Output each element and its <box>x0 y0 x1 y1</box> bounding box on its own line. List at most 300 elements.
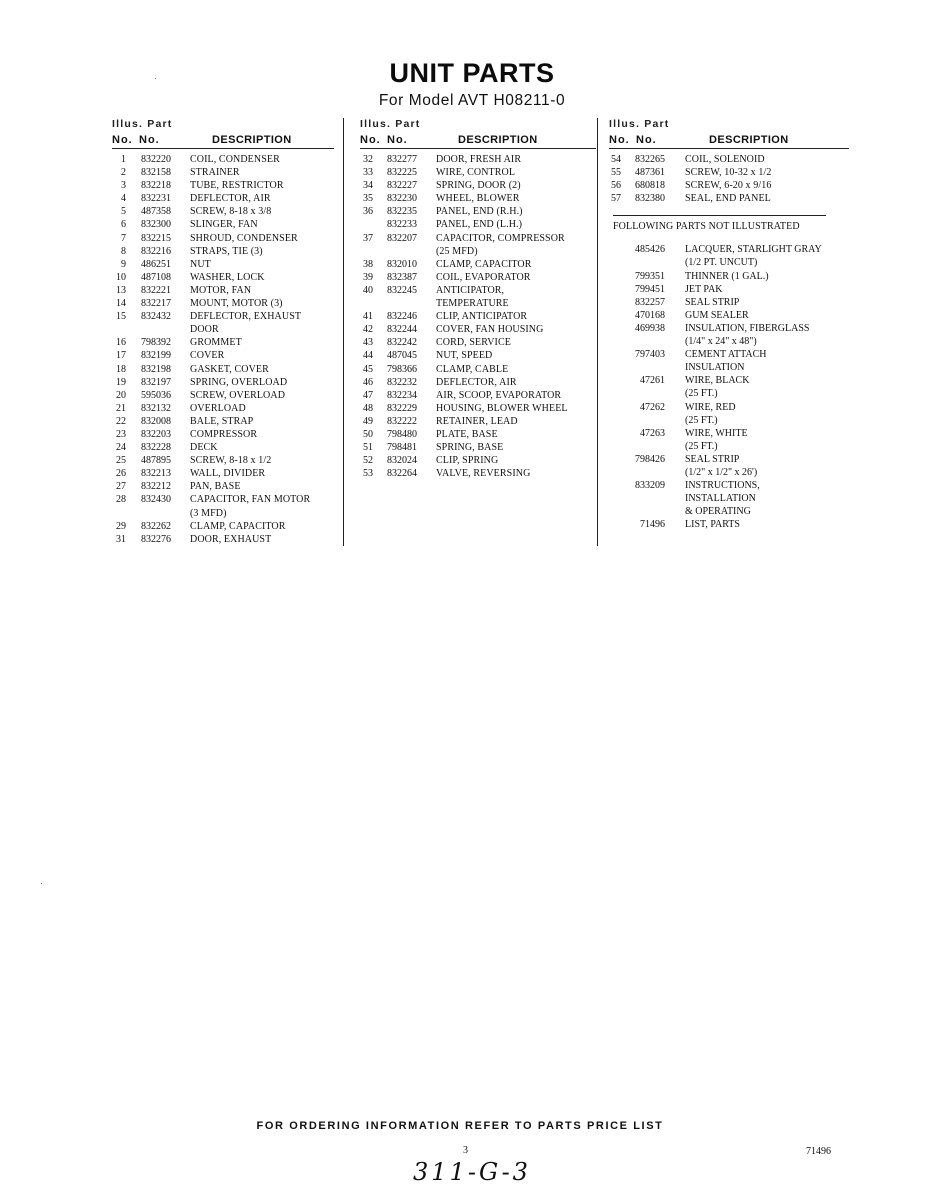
part-number: 832213 <box>141 468 171 480</box>
table-row <box>360 323 596 336</box>
part-number: 798480 <box>387 428 417 440</box>
illus-number: 46 <box>363 376 373 388</box>
part-number: 469938 <box>635 322 665 334</box>
part-description: & OPERATING <box>685 506 751 518</box>
part-number: 832217 <box>141 298 171 310</box>
table-row <box>112 533 334 546</box>
table-row <box>112 441 334 454</box>
illus-number: 36 <box>363 206 373 218</box>
part-number: 832257 <box>635 296 665 308</box>
part-number: 47261 <box>640 375 665 387</box>
table-row <box>609 335 849 348</box>
illus-number: 51 <box>363 442 373 454</box>
table-row <box>360 363 596 376</box>
part-description: CLAMP, CAPACITOR <box>436 258 532 270</box>
table-row <box>360 297 596 310</box>
part-number: 832276 <box>141 533 171 545</box>
part-description: CEMENT ATTACH <box>685 349 767 361</box>
parts-column-1 <box>112 118 334 546</box>
table-row <box>112 166 334 179</box>
part-description: SPRING, BASE <box>436 442 504 454</box>
part-description: COIL, EVAPORATOR <box>436 271 531 283</box>
part-description: JET PAK <box>685 283 723 295</box>
part-description: COMPRESSOR <box>190 428 258 440</box>
table-row <box>360 349 596 362</box>
illus-number: 54 <box>611 154 621 165</box>
part-description: PANEL, END (L.H.) <box>436 219 523 231</box>
part-number: 832220 <box>141 154 171 165</box>
part-number: 832430 <box>141 494 171 506</box>
part-number: 487895 <box>141 455 171 467</box>
table-row <box>360 245 596 258</box>
part-description: TUBE, RESTRICTOR <box>190 180 284 192</box>
table-row <box>112 192 334 205</box>
part-description: COIL, SOLENOID <box>685 154 765 165</box>
table-row <box>609 427 849 440</box>
part-description: PLATE, BASE <box>436 428 498 440</box>
section-divider <box>613 215 826 216</box>
part-number: 680818 <box>635 180 665 192</box>
part-description: INSULATION, FIBERGLASS <box>685 322 810 334</box>
table-row <box>360 271 596 284</box>
part-number: 832218 <box>141 180 171 192</box>
part-description: SCREW, 6-20 x 9/16 <box>685 180 772 192</box>
column-divider <box>597 118 598 546</box>
table-row <box>360 258 596 271</box>
part-number: 798481 <box>387 442 417 454</box>
illus-number: 56 <box>611 180 621 192</box>
part-number: 595036 <box>141 389 171 401</box>
parts-list <box>360 149 596 480</box>
part-number: 487361 <box>635 167 665 179</box>
part-description: (1/2 PT. UNCUT) <box>685 257 758 269</box>
part-number: 832230 <box>387 193 417 205</box>
table-row <box>360 428 596 441</box>
column-header <box>360 132 596 149</box>
part-number: 832225 <box>387 167 417 179</box>
illus-number: 5 <box>121 206 126 218</box>
table-row <box>112 493 334 506</box>
part-number: 832235 <box>387 206 417 218</box>
part-description: AIR, SCOOP, EVAPORATOR <box>436 389 562 401</box>
table-row <box>609 179 849 192</box>
part-number: 832158 <box>141 167 171 179</box>
part-description: THINNER (1 GAL.) <box>685 270 769 282</box>
part-number: 832245 <box>387 284 417 296</box>
part-description: RETAINER, LEAD <box>436 415 518 427</box>
table-row <box>609 322 849 335</box>
illus-number: 47 <box>363 389 373 401</box>
table-row <box>360 454 596 467</box>
table-row <box>609 479 849 492</box>
table-row <box>609 492 849 505</box>
part-description: DECK <box>190 442 218 454</box>
part-description: WASHER, LOCK <box>190 271 265 283</box>
table-row <box>112 153 334 166</box>
part-description: CORD, SERVICE <box>436 337 511 349</box>
part-description: SLINGER, FAN <box>190 219 258 231</box>
illus-number: 22 <box>116 415 126 427</box>
part-description: (25 FT.) <box>685 388 718 400</box>
part-description: COVER <box>190 350 225 362</box>
table-row <box>609 256 849 269</box>
table-row <box>609 361 849 374</box>
table-row <box>112 297 334 310</box>
table-row <box>360 389 596 402</box>
part-description: BALE, STRAP <box>190 415 254 427</box>
table-row <box>360 467 596 480</box>
illus-number: 16 <box>116 337 126 349</box>
part-description: WIRE, WHITE <box>685 427 748 439</box>
part-description: WALL, DIVIDER <box>190 468 266 480</box>
document-number: 71496 <box>806 1146 831 1157</box>
parts-column-3 <box>609 118 849 531</box>
table-row <box>609 374 849 387</box>
part-description: SCREW, 8-18 x 1/2 <box>190 455 272 467</box>
part-description: ANTICIPATOR, <box>436 284 505 296</box>
not-illustrated-label: FOLLOWING PARTS NOT ILLUSTRATED <box>613 221 800 233</box>
part-number: 47262 <box>640 401 665 413</box>
part-number: 832199 <box>141 350 171 362</box>
part-number: 799451 <box>635 283 665 295</box>
part-description: DOOR, EXHAUST <box>190 533 272 545</box>
table-row <box>360 232 596 245</box>
part-description: INSULATION <box>685 362 745 374</box>
table-row <box>609 440 849 453</box>
illus-number: 35 <box>363 193 373 205</box>
parts-list <box>609 149 849 205</box>
part-description: COIL, CONDENSER <box>190 154 280 165</box>
part-number: 832233 <box>387 219 417 231</box>
part-number: 798366 <box>387 363 417 375</box>
part-number: 485426 <box>635 244 665 256</box>
table-row <box>360 336 596 349</box>
illus-number: 50 <box>363 428 373 440</box>
illus-number: 38 <box>363 258 373 270</box>
part-number: 832380 <box>635 193 665 205</box>
part-description: SEAL, END PANEL <box>685 193 771 205</box>
part-description: (25 FT.) <box>685 440 718 452</box>
part-number: 798426 <box>635 453 665 465</box>
table-row <box>112 336 334 349</box>
table-row <box>360 192 596 205</box>
illus-number: 49 <box>363 415 373 427</box>
part-description: (1/2" x 1/2" x 26') <box>685 466 758 478</box>
part-description: LIST, PARTS <box>685 519 740 531</box>
illus-number: 40 <box>363 284 373 296</box>
illus-number: 42 <box>363 324 373 336</box>
part-description: GROMMET <box>190 337 242 349</box>
part-number: 832203 <box>141 428 171 440</box>
part-description: DEFLECTOR, AIR <box>190 193 271 205</box>
part-number: 486251 <box>141 258 171 270</box>
header-illus-no: No. <box>360 134 381 146</box>
header-description: DESCRIPTION <box>709 134 789 146</box>
part-number: 832216 <box>141 245 171 257</box>
part-number: 798392 <box>141 337 171 349</box>
part-number: 832277 <box>387 154 417 165</box>
illus-number: 41 <box>363 311 373 323</box>
part-description: CLAMP, CABLE <box>436 363 509 375</box>
table-row <box>609 401 849 414</box>
table-row <box>112 389 334 402</box>
illus-number: 55 <box>611 167 621 179</box>
part-description: (25 MFD) <box>436 245 478 257</box>
part-description: NUT, SPEED <box>436 350 493 362</box>
table-row <box>609 348 849 361</box>
table-row <box>360 284 596 297</box>
illus-number: 31 <box>116 533 126 545</box>
part-description: NUT <box>190 258 211 270</box>
handwritten-note: 311-G-3 <box>413 1158 531 1186</box>
illus-number: 52 <box>363 455 373 467</box>
table-row <box>609 243 849 256</box>
part-number: 487358 <box>141 206 171 218</box>
part-description: TEMPERATURE <box>436 298 509 310</box>
part-number: 832207 <box>387 232 417 244</box>
part-number: 832387 <box>387 271 417 283</box>
column-divider <box>343 118 344 546</box>
part-number: 832132 <box>141 402 171 414</box>
part-description: DEFLECTOR, EXHAUST <box>190 311 302 323</box>
table-row <box>112 271 334 284</box>
part-number: 832246 <box>387 311 417 323</box>
table-row <box>360 441 596 454</box>
part-number: 832197 <box>141 376 171 388</box>
table-row <box>609 270 849 283</box>
part-description: DOOR, FRESH AIR <box>436 154 522 165</box>
table-row <box>112 363 334 376</box>
part-description: VALVE, REVERSING <box>436 468 531 480</box>
illus-number: 37 <box>363 232 373 244</box>
table-row <box>360 218 596 231</box>
table-row <box>360 205 596 218</box>
part-number: 487045 <box>387 350 417 362</box>
table-row <box>112 349 334 362</box>
part-description: CAPACITOR, COMPRESSOR <box>436 232 565 244</box>
illus-number: 43 <box>363 337 373 349</box>
table-row <box>112 232 334 245</box>
not-illustrated-list <box>609 243 849 531</box>
part-description: MOTOR, FAN <box>190 284 252 296</box>
part-description: PANEL, END (R.H.) <box>436 206 523 218</box>
header-description: DESCRIPTION <box>458 134 538 146</box>
part-description: STRAPS, TIE (3) <box>190 245 263 257</box>
table-row <box>360 179 596 192</box>
part-description: SCREW, OVERLOAD <box>190 389 286 401</box>
table-row <box>609 166 849 179</box>
illus-number: 7 <box>121 232 126 244</box>
header-part-no: No. <box>387 134 408 146</box>
table-row <box>112 205 334 218</box>
part-number: 832024 <box>387 455 417 467</box>
table-row <box>609 414 849 427</box>
illus-number: 4 <box>121 193 126 205</box>
ordering-info-note: FOR ORDERING INFORMATION REFER TO PARTS PRICE LIST <box>256 1120 664 1132</box>
part-description: SPRING, DOOR (2) <box>436 180 521 192</box>
illus-number: 13 <box>116 284 126 296</box>
part-description: CLAMP, CAPACITOR <box>190 520 286 532</box>
part-number: 832244 <box>387 324 417 336</box>
part-description: WIRE, RED <box>685 401 736 413</box>
part-description: SPRING, OVERLOAD <box>190 376 288 388</box>
table-row <box>112 428 334 441</box>
table-row <box>609 518 849 531</box>
illus-number: 15 <box>116 311 126 323</box>
part-number: 832232 <box>387 376 417 388</box>
illus-number: 24 <box>116 442 126 454</box>
table-row <box>360 376 596 389</box>
scan-speck <box>41 883 42 884</box>
header-illus-no: No. <box>112 134 133 146</box>
part-number: 47263 <box>640 427 665 439</box>
illus-number: 17 <box>116 350 126 362</box>
page-title: UNIT PARTS <box>389 58 555 88</box>
part-description: WIRE, BLACK <box>685 375 750 387</box>
illus-number: 53 <box>363 468 373 480</box>
part-description: (3 MFD) <box>190 507 227 519</box>
scan-speck <box>155 78 156 79</box>
illus-number: 44 <box>363 350 373 362</box>
part-description: GASKET, COVER <box>190 363 269 375</box>
part-number: 832432 <box>141 311 171 323</box>
header-part-no: No. <box>636 134 657 146</box>
illus-number: 3 <box>121 180 126 192</box>
illus-number: 32 <box>363 154 373 165</box>
table-row <box>112 218 334 231</box>
part-description: OVERLOAD <box>190 402 246 414</box>
part-number: 832262 <box>141 520 171 532</box>
table-row <box>112 454 334 467</box>
table-row <box>112 467 334 480</box>
part-description: SEAL STRIP <box>685 296 740 308</box>
illus-number: 26 <box>116 468 126 480</box>
table-row <box>360 166 596 179</box>
page-subtitle: For Model AVT H08211-0 <box>378 92 566 109</box>
table-row <box>112 310 334 323</box>
part-number: 797403 <box>635 349 665 361</box>
part-number: 832234 <box>387 389 417 401</box>
part-description: WIRE, CONTROL <box>436 167 516 179</box>
table-row <box>609 153 849 166</box>
part-description: INSTALLATION <box>685 493 756 505</box>
part-description: (1/4" x 24" x 48") <box>685 336 757 348</box>
illus-number: 34 <box>363 180 373 192</box>
part-number: 832010 <box>387 258 417 270</box>
table-row <box>112 245 334 258</box>
part-number: 832228 <box>141 442 171 454</box>
part-description: CLIP, ANTICIPATOR <box>436 311 528 323</box>
illus-number: 2 <box>121 167 126 179</box>
header-description: DESCRIPTION <box>212 134 292 146</box>
illus-number: 25 <box>116 455 126 467</box>
part-number: 832265 <box>635 154 665 165</box>
part-description: SCREW, 10-32 x 1/2 <box>685 167 772 179</box>
part-number: 832300 <box>141 219 171 231</box>
part-number: 832212 <box>141 481 171 493</box>
table-row <box>112 284 334 297</box>
part-description: SCREW, 8-18 x 3/8 <box>190 206 272 218</box>
part-number: 799351 <box>635 270 665 282</box>
table-row <box>112 323 334 336</box>
part-number: 71496 <box>640 519 665 531</box>
table-row <box>360 153 596 166</box>
part-number: 832198 <box>141 363 171 375</box>
part-number: 832227 <box>387 180 417 192</box>
part-description: COVER, FAN HOUSING <box>436 324 544 336</box>
table-row <box>112 507 334 520</box>
table-row <box>112 376 334 389</box>
part-number: 470168 <box>635 309 665 321</box>
table-row <box>112 258 334 271</box>
table-row <box>609 192 849 205</box>
table-row <box>609 309 849 322</box>
column-header <box>609 132 849 149</box>
table-row <box>609 505 849 518</box>
part-description: CAPACITOR, FAN MOTOR <box>190 494 311 506</box>
page-number: 3 <box>463 1145 468 1156</box>
part-number: 832231 <box>141 193 171 205</box>
part-description: CLIP, SPRING <box>436 455 499 467</box>
table-row <box>609 466 849 479</box>
illus-number: 1 <box>121 154 126 165</box>
part-number: 832008 <box>141 415 171 427</box>
table-row <box>112 402 334 415</box>
illus-number: 21 <box>116 402 126 414</box>
illus-number: 9 <box>121 258 126 270</box>
part-number: 487108 <box>141 271 171 283</box>
illus-number: 20 <box>116 389 126 401</box>
part-number: 833209 <box>635 480 665 492</box>
part-description: (25 FT.) <box>685 414 718 426</box>
parts-list <box>112 149 334 546</box>
illus-number: 18 <box>116 363 126 375</box>
illus-number: 19 <box>116 376 126 388</box>
table-row <box>112 480 334 493</box>
table-row <box>609 296 849 309</box>
part-description: SEAL STRIP <box>685 453 740 465</box>
illus-number: 27 <box>116 481 126 493</box>
illus-number: 6 <box>121 219 126 231</box>
illus-number: 48 <box>363 402 373 414</box>
part-description: DOOR <box>190 324 219 336</box>
part-description: STRAINER <box>190 167 240 179</box>
part-description: INSTRUCTIONS, <box>685 480 760 492</box>
part-number: 832264 <box>387 468 417 480</box>
part-description: DEFLECTOR, AIR <box>436 376 517 388</box>
table-row <box>360 402 596 415</box>
table-row <box>360 310 596 323</box>
table-row <box>609 453 849 466</box>
part-number: 832215 <box>141 232 171 244</box>
part-description: PAN, BASE <box>190 481 241 493</box>
part-description: GUM SEALER <box>685 309 749 321</box>
part-number: 832221 <box>141 284 171 296</box>
part-description: WHEEL, BLOWER <box>436 193 520 205</box>
illus-number: 39 <box>363 271 373 283</box>
part-number: 832222 <box>387 415 417 427</box>
part-description: MOUNT, MOTOR (3) <box>190 298 283 310</box>
table-row <box>112 520 334 533</box>
column-header-top: Illus. Part <box>609 118 670 130</box>
part-number: 832242 <box>387 337 417 349</box>
illus-number: 29 <box>116 520 126 532</box>
table-row <box>609 283 849 296</box>
part-description: HOUSING, BLOWER WHEEL <box>436 402 568 414</box>
column-header-top: Illus. Part <box>360 118 421 130</box>
table-row <box>112 179 334 192</box>
table-row <box>609 387 849 400</box>
